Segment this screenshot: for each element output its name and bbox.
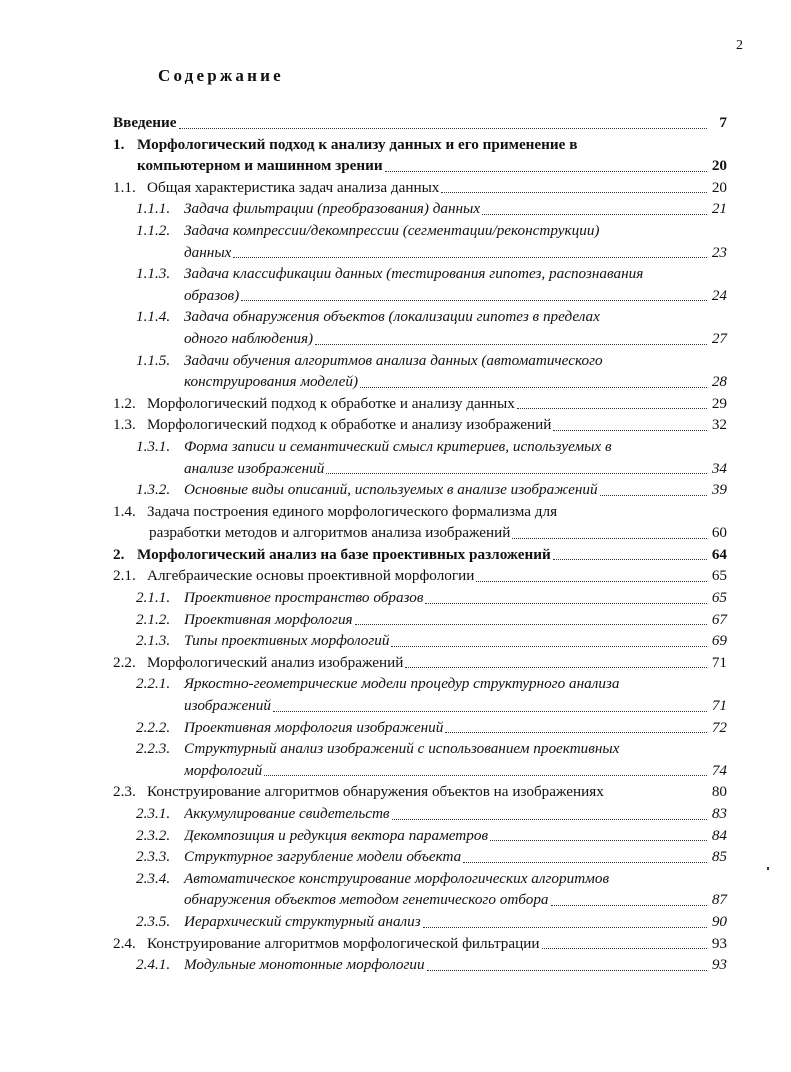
dot-leader — [233, 257, 707, 258]
toc-entry-page: 29 — [711, 394, 727, 412]
toc-entry-line[interactable] — [113, 738, 727, 760]
toc-entry-line[interactable] — [113, 911, 727, 933]
toc-entry-number: 1.3. — [113, 416, 136, 434]
toc-entry-line[interactable] — [113, 695, 727, 717]
toc-entry-line[interactable] — [113, 306, 727, 328]
toc-entry-number: 2.2.3. — [136, 740, 171, 758]
toc-entry-page: 71 — [711, 653, 727, 671]
toc-entry-line[interactable] — [113, 328, 727, 350]
toc-entry-line[interactable] — [113, 587, 727, 609]
toc-entry-line[interactable] — [113, 522, 727, 544]
toc-entry-line[interactable] — [113, 609, 727, 631]
toc-entry-line[interactable] — [113, 285, 727, 307]
toc-entry-page: 71 — [711, 697, 727, 715]
toc-entry-title: анализе изображений — [184, 459, 325, 477]
toc-entry-line[interactable] — [113, 781, 727, 803]
toc-entry-page: 23 — [711, 243, 727, 261]
dot-leader — [425, 603, 707, 604]
toc-entry-title: Модульные монотонные морфологии — [184, 956, 425, 974]
toc-entry-line[interactable] — [113, 889, 727, 911]
page-number: 2 — [736, 38, 743, 53]
toc-entry-line[interactable] — [113, 350, 727, 372]
toc-entry-title: Конструирование алгоритмов обнаружения объектов на изображениях — [147, 783, 604, 801]
toc-entry-page: 39 — [711, 481, 727, 499]
toc-entry-number: 2.3.1. — [136, 805, 171, 822]
toc-entry-title: Декомпозиция и редукция вектора параметров — [184, 826, 489, 844]
toc-entry-title: Морфологический подход к обработке и анализу данных — [147, 394, 515, 412]
dot-leader — [385, 171, 707, 172]
toc-entry-page: 80 — [711, 783, 727, 801]
dot-leader — [441, 192, 707, 193]
toc-entry-number: 1.1.1. — [136, 200, 171, 218]
toc-entry-line[interactable] — [113, 393, 727, 415]
dot-leader — [427, 970, 707, 971]
toc-entry-page: 65 — [711, 567, 727, 585]
toc-entry-number: 2.1.3. — [136, 632, 171, 650]
toc-entry-title: Общая характеристика задач анализа данных — [147, 178, 440, 196]
toc-entry-number: 2.3.2. — [136, 826, 171, 844]
toc-entry-title: компьютерном и машинном зрении — [137, 157, 383, 175]
toc-entry-number: 2.1. — [113, 567, 136, 585]
dot-leader — [179, 128, 707, 129]
toc-entry-page: 72 — [711, 718, 727, 736]
toc-entry-page: 87 — [711, 891, 727, 909]
toc-entry-line[interactable] — [113, 933, 727, 955]
dot-leader — [241, 300, 707, 301]
dot-leader — [476, 581, 707, 582]
toc-entry-page: 7 — [719, 114, 727, 131]
toc-entry-page: 27 — [711, 329, 727, 347]
toc-entry-title: Проективная морфология изображений — [184, 718, 444, 736]
page-title: Содержание — [158, 66, 284, 85]
toc-entry-title: Иерархический структурный анализ — [184, 912, 421, 930]
toc-entry-title: Аккумулирование свидетельств — [184, 805, 390, 822]
table-of-contents — [113, 112, 727, 976]
toc-entry-page: 83 — [711, 805, 727, 822]
toc-entry-number: 2.3. — [113, 783, 136, 801]
toc-entry-title: данных — [184, 243, 232, 261]
toc-entry-page: 93 — [711, 934, 727, 952]
toc-entry-number: 2. — [113, 545, 125, 563]
toc-entry-page: 65 — [711, 589, 727, 607]
toc-entry-title: конструирования моделей) — [184, 373, 359, 391]
toc-entry-line[interactable] — [113, 112, 727, 134]
toc-entry-line[interactable] — [113, 177, 727, 199]
toc-entry-title: разработки методов и алгоритмов анализа изображений — [149, 524, 511, 542]
toc-entry-line[interactable] — [113, 414, 727, 436]
toc-entry-page: 85 — [711, 848, 727, 866]
toc-entry-title: Морфологический подход к анализу данных и его применение в — [137, 135, 578, 153]
toc-entry-page: 32 — [711, 416, 727, 434]
toc-entry-page: 21 — [711, 200, 727, 218]
toc-entry-page: 28 — [711, 373, 727, 391]
dot-leader — [392, 819, 707, 820]
toc-entry-line[interactable] — [113, 673, 727, 695]
toc-entry-number: 1.1.5. — [136, 351, 171, 369]
dot-leader — [405, 667, 707, 668]
toc-entry-title: Автоматическое конструирование морфологических алгоритмов — [184, 869, 610, 887]
dot-leader — [326, 473, 707, 474]
toc-entry-line[interactable] — [113, 155, 727, 177]
toc-entry-title: Проективная морфология — [184, 610, 353, 628]
toc-entry-title: Задачи обучения алгоритмов анализа данных (автоматического — [184, 351, 603, 369]
toc-entry-title: Морфологический анализ изображений — [147, 653, 404, 671]
toc-entry-number: 1.1. — [113, 178, 136, 196]
toc-entry-page: 24 — [711, 286, 727, 304]
toc-entry-number: 1.2. — [113, 394, 136, 412]
toc-entry-title: Задача фильтрации (преобразования) данных — [184, 200, 481, 218]
toc-entry-page: 64 — [711, 545, 727, 563]
dot-leader — [600, 495, 707, 496]
dot-leader — [553, 559, 707, 560]
toc-entry-page: 93 — [711, 956, 727, 974]
toc-entry-title: Основные виды описаний, используемых в анализе изображений — [184, 481, 598, 499]
toc-entry-title: Структурный анализ изображений с использованием проективных — [184, 740, 620, 758]
dot-leader — [355, 624, 707, 625]
toc-entry-title: Задача компрессии/декомпрессии (сегментации/реконструкции) — [184, 221, 600, 239]
toc-entry-title: Морфологический подход к обработке и анализу изображений — [147, 416, 552, 434]
toc-entry-line[interactable] — [113, 652, 727, 674]
toc-entry-number: 1.1.3. — [136, 265, 171, 283]
toc-entry-title: Форма записи и семантический смысл критериев, используемых в — [184, 437, 612, 455]
toc-entry-number: 1.3.1. — [136, 437, 171, 455]
toc-entry-title: изображений — [184, 697, 271, 715]
toc-entry-line[interactable] — [113, 371, 727, 393]
dot-leader — [551, 905, 707, 906]
dot-leader — [445, 732, 707, 733]
toc-entry-page: 60 — [711, 524, 727, 542]
toc-entry-number: 2.4. — [113, 934, 136, 952]
toc-entry-line[interactable] — [113, 242, 727, 264]
toc-entry-page: 69 — [711, 632, 727, 650]
toc-entry-line[interactable] — [113, 458, 727, 480]
toc-entry-number: 1.1.2. — [136, 221, 171, 239]
toc-entry-number: 2.2.2. — [136, 718, 171, 736]
toc-entry-number: 2.2. — [113, 653, 136, 671]
toc-entry-title: Морфологический анализ на базе проективных разложений — [137, 545, 551, 563]
toc-entry-line[interactable] — [113, 717, 727, 739]
toc-entry-line[interactable] — [113, 846, 727, 868]
toc-entry-title: Конструирование алгоритмов морфологической фильтрации — [147, 934, 540, 952]
toc-entry-line[interactable] — [113, 198, 727, 220]
dot-leader — [423, 927, 707, 928]
toc-entry-title: образов) — [184, 286, 240, 304]
dot-leader — [360, 387, 707, 388]
toc-entry-line[interactable] — [113, 134, 727, 156]
toc-entry-line[interactable] — [113, 479, 727, 501]
toc-entry-page: 20 — [711, 178, 727, 196]
toc-entry-page: 67 — [711, 610, 727, 628]
toc-entry-title: морфологий — [184, 761, 263, 779]
dot-leader — [482, 214, 707, 215]
dot-leader — [391, 646, 707, 647]
dot-leader — [517, 408, 707, 409]
toc-entry-page: 90 — [711, 912, 727, 930]
toc-entry-line[interactable] — [113, 803, 727, 825]
toc-entry-title: Задача построения единого морфологического формализма для — [147, 502, 558, 520]
toc-entry-number: 2.4.1. — [136, 956, 171, 974]
toc-entry-number: 2.1.1. — [136, 589, 171, 607]
toc-entry-title: Задача обнаружения объектов (локализации гипотез в пределах — [184, 308, 600, 326]
toc-entry-page: 20 — [711, 157, 727, 175]
dot-leader — [512, 538, 707, 539]
toc-entry-line[interactable] — [113, 630, 727, 652]
scan-speck — [767, 867, 769, 870]
toc-entry-number: 1.1.4. — [136, 308, 171, 326]
toc-entry-number: 1.3.2. — [136, 481, 171, 499]
toc-entry-title: обнаружения объектов методом генетического отбора — [184, 891, 549, 909]
toc-entry-line[interactable] — [113, 760, 727, 782]
toc-entry-line[interactable] — [113, 565, 727, 587]
toc-entry-number: 2.2.1. — [136, 675, 171, 693]
toc-entry-number: 1. — [113, 135, 125, 153]
toc-entry-line[interactable] — [113, 544, 727, 566]
dot-leader — [463, 862, 707, 863]
toc-entry-number: 2.1.2. — [136, 610, 171, 628]
toc-entry-number: 1.4. — [113, 502, 136, 520]
toc-entry-title: Алгебраические основы проективной морфологии — [147, 567, 475, 585]
toc-entry-page: 74 — [711, 761, 727, 779]
toc-entry-line[interactable] — [113, 263, 727, 285]
dot-leader — [273, 711, 707, 712]
toc-entry-number: 2.3.5. — [136, 912, 171, 930]
toc-entry-line[interactable] — [113, 501, 727, 523]
toc-entry-line[interactable] — [113, 436, 727, 458]
toc-entry-title: Проективное пространство образов — [184, 589, 424, 607]
toc-entry-page: 84 — [711, 826, 727, 844]
toc-entry-title: Типы проективных морфологий — [184, 632, 390, 650]
dot-leader — [553, 430, 707, 431]
toc-entry-line[interactable] — [113, 868, 727, 890]
toc-entry-title: одного наблюдения) — [184, 329, 314, 347]
dot-leader — [490, 840, 707, 841]
toc-entry-title: Яркостно-геометрические модели процедур структурного анализа — [184, 675, 620, 693]
toc-entry-line[interactable] — [113, 825, 727, 847]
toc-entry-line[interactable] — [113, 954, 727, 976]
toc-entry-title: Структурное загрубление модели объекта — [184, 848, 462, 866]
toc-entry-line[interactable] — [113, 220, 727, 242]
toc-entry-title: Задача классификации данных (тестирования гипотез, распознавания — [184, 265, 644, 283]
dot-leader — [264, 775, 707, 776]
toc-entry-page: 34 — [711, 459, 727, 477]
dot-leader — [542, 948, 707, 949]
toc-entry-number: 2.3.3. — [136, 848, 171, 866]
dot-leader — [315, 344, 707, 345]
toc-entry-title: Введение — [113, 114, 177, 131]
toc-entry-number: 2.3.4. — [136, 869, 171, 887]
